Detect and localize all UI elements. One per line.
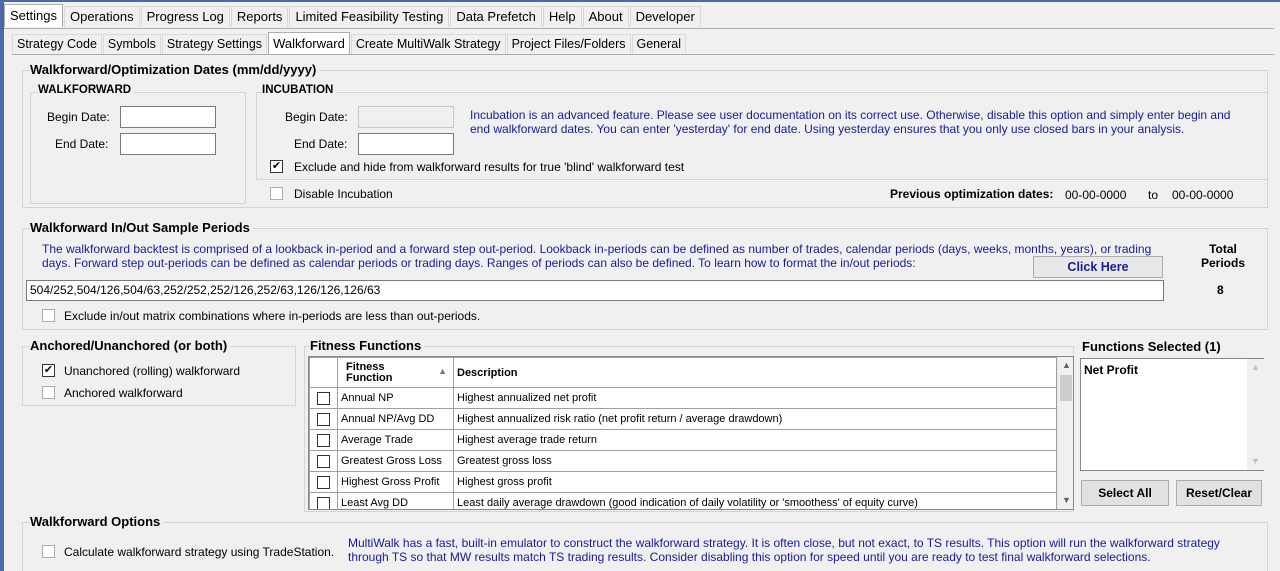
periods-note: The walkforward backtest is comprised of a lookback in-period and a forward step out-period. Lookback in-periods can be defined as number of trades, calendar periods (days, weeks, months, years), or trading days. Forward step out-periods can be defined as calendar periods or trading days. Ranges of periods can also be defined. To learn how to format the in/out periods: <box>42 242 1152 270</box>
exclude-hide-checkbox[interactable]: ✔ <box>271 160 282 172</box>
unanchored-checkbox[interactable]: ✔ <box>43 364 54 376</box>
row-checkbox[interactable] <box>317 497 330 510</box>
fitness-desc-cell: Highest gross profit <box>454 472 1057 493</box>
tab-limited-feasibility-testing[interactable]: Limited Feasibility Testing <box>289 6 449 27</box>
previous-date-to: 00-00-0000 <box>1172 188 1234 202</box>
fitness-desc-cell: Highest annualized net profit <box>454 388 1057 409</box>
select-all-button[interactable]: Select All <box>1081 480 1169 506</box>
tab-about[interactable]: About <box>583 6 629 27</box>
wf-begin-date-label: Begin Date: <box>47 110 110 124</box>
tab-reports[interactable]: Reports <box>231 6 289 27</box>
disable-incubation-label: Disable Incubation <box>294 187 393 201</box>
exclude-hide-label: Exclude and hide from walkforward results for true 'blind' walkforward test <box>294 160 685 174</box>
fitness-scrollbar[interactable] <box>1057 357 1074 509</box>
fitness-name-cell: Average Trade <box>338 430 454 451</box>
walkforward-dates-title: WALKFORWARD <box>38 84 134 96</box>
selected-scrollbar[interactable] <box>1247 359 1264 470</box>
table-row[interactable] <box>310 430 1057 451</box>
fitness-desc-cell: Highest annualized risk ratio (net profit return / average drawdown) <box>454 409 1057 430</box>
fitness-name-cell: Annual NP/Avg DD <box>338 409 454 430</box>
inc-end-date-input[interactable] <box>358 133 454 155</box>
click-here-button[interactable]: Click Here <box>1033 256 1163 278</box>
row-check-cell[interactable] <box>310 472 338 493</box>
tab-data-prefetch[interactable]: Data Prefetch <box>450 6 542 27</box>
anchored-checkbox[interactable] <box>42 386 55 399</box>
table-row[interactable] <box>310 388 1057 409</box>
row-checkbox[interactable] <box>317 476 330 489</box>
anchored-group-title: Anchored/Unanchored (or both) <box>30 338 230 353</box>
fitness-grid <box>308 356 1074 510</box>
tab-walkforward[interactable]: Walkforward <box>268 32 350 54</box>
scroll-down-arrow-icon[interactable]: ▼ <box>1062 495 1071 505</box>
scroll-up-arrow-icon[interactable]: ▲ <box>1062 360 1071 370</box>
table-row[interactable] <box>310 472 1057 493</box>
row-checkbox[interactable] <box>317 392 330 405</box>
scroll-thumb[interactable] <box>1060 375 1072 401</box>
row-checkbox[interactable] <box>317 434 330 447</box>
selected-scroll-up-icon[interactable]: ▲ <box>1251 362 1260 372</box>
tab-project-files-folders[interactable]: Project Files/Folders <box>507 34 631 54</box>
header-fitness-function[interactable] <box>338 358 454 388</box>
incubation-note: Incubation is an advanced feature. Please see user documentation on its correct use. Otherwise, disable this option and simply enter begin and end walkforward dates. You can enter 'yesterday' for end date. Using yesterday ensures that you only use closed bars in your analysis. <box>470 108 1231 136</box>
previous-date-from: 00-00-0000 <box>1065 188 1127 202</box>
selected-functions-title: Functions Selected (1) <box>1082 339 1224 354</box>
fitness-header-row <box>310 358 1057 388</box>
previous-date-to-word: to <box>1148 188 1159 202</box>
previous-dates-label: Previous optimization dates: <box>890 187 1054 201</box>
tab-operations[interactable]: Operations <box>64 6 140 27</box>
header-check-cell <box>310 358 338 388</box>
inc-begin-date-label: Begin Date: <box>285 110 348 124</box>
tab-progress-log[interactable]: Progress Log <box>141 6 230 27</box>
selected-item[interactable]: Net Profit <box>1084 363 1138 377</box>
tab-symbols[interactable]: Symbols <box>103 34 161 54</box>
inc-begin-date-input[interactable] <box>358 106 454 128</box>
fitness-group-title: Fitness Functions <box>310 338 424 353</box>
fitness-desc-cell: Greatest gross loss <box>454 451 1057 472</box>
fitness-name-cell: Least Avg DD <box>338 493 454 511</box>
fitness-desc-cell: Least daily average drawdown (good indication of daily volatility or 'smoothess' of equity curve) <box>454 493 1057 511</box>
inc-end-date-label: End Date: <box>294 137 348 151</box>
table-row[interactable] <box>310 493 1057 511</box>
tab-general[interactable]: General <box>632 34 686 54</box>
row-checkbox[interactable] <box>317 455 330 468</box>
tab-developer[interactable]: Developer <box>630 6 701 27</box>
fitness-name-cell: Greatest Gross Loss <box>338 451 454 472</box>
row-check-cell[interactable] <box>310 451 338 472</box>
tab-strategy-settings[interactable]: Strategy Settings <box>162 34 267 54</box>
wf-end-date-input[interactable] <box>120 133 216 155</box>
tab-help[interactable]: Help <box>543 6 582 27</box>
sort-up-icon: ▲ <box>438 366 447 376</box>
anchored-label: Anchored walkforward <box>64 386 183 400</box>
fitness-desc-cell: Highest average trade return <box>454 430 1057 451</box>
row-checkbox[interactable] <box>317 413 330 426</box>
selected-functions-list[interactable] <box>1080 358 1264 471</box>
total-periods-label: Total Periods <box>1200 242 1245 270</box>
tab-create-multiwalk-strategy[interactable]: Create MultiWalk Strategy <box>351 34 506 54</box>
periods-group-title: Walkforward In/Out Sample Periods <box>30 220 253 235</box>
main-tab-strip <box>4 6 702 28</box>
row-check-cell[interactable] <box>310 388 338 409</box>
header-fitness-function-label: Fitness Function <box>346 360 393 384</box>
disable-incubation-checkbox[interactable] <box>270 187 283 200</box>
periods-input[interactable]: 504/252,504/126,504/63,252/252,252/126,252/63,126/126,126/63 <box>26 280 1164 301</box>
fitness-table <box>309 357 1057 510</box>
exclude-matrix-label: Exclude in/out matrix combinations where in-periods are less than out-periods. <box>64 309 481 323</box>
row-check-cell[interactable] <box>310 493 338 511</box>
tab-strategy-code[interactable]: Strategy Code <box>12 34 102 54</box>
sub-tab-strip <box>12 34 687 54</box>
selected-scroll-down-icon[interactable]: ▼ <box>1251 456 1260 466</box>
unanchored-label: Unanchored (rolling) walkforward <box>64 364 241 378</box>
wf-begin-date-input[interactable] <box>120 106 216 128</box>
row-check-cell[interactable] <box>310 409 338 430</box>
total-periods-value: 8 <box>1217 283 1224 297</box>
exclude-matrix-checkbox[interactable] <box>42 309 55 322</box>
tab-settings[interactable]: Settings <box>4 4 63 27</box>
fitness-name-cell: Annual NP <box>338 388 454 409</box>
wf-end-date-label: End Date: <box>55 137 109 151</box>
tradestation-checkbox[interactable] <box>42 545 55 558</box>
header-description[interactable]: Description <box>454 358 1057 388</box>
options-group-title: Walkforward Options <box>30 514 163 529</box>
table-row[interactable] <box>310 451 1057 472</box>
options-note: MultiWalk has a fast, built-in emulator to construct the walkforward strategy. It is often close, but not exact, to TS results. This option will run the walkforward strategy through TS so that MW results match TS trading results. Consider disabling this option for speed until you are ready to test final walkforward selections. <box>348 536 1220 564</box>
table-row[interactable] <box>310 409 1057 430</box>
fitness-name-cell: Highest Gross Profit <box>338 472 454 493</box>
incubation-title: INCUBATION <box>262 84 336 96</box>
dates-group-title: Walkforward/Optimization Dates (mm/dd/yyyy) <box>30 62 319 77</box>
row-check-cell[interactable] <box>310 430 338 451</box>
tradestation-label: Calculate walkforward strategy using TradeStation. <box>64 545 335 559</box>
reset-clear-button[interactable]: Reset/Clear <box>1176 480 1262 506</box>
